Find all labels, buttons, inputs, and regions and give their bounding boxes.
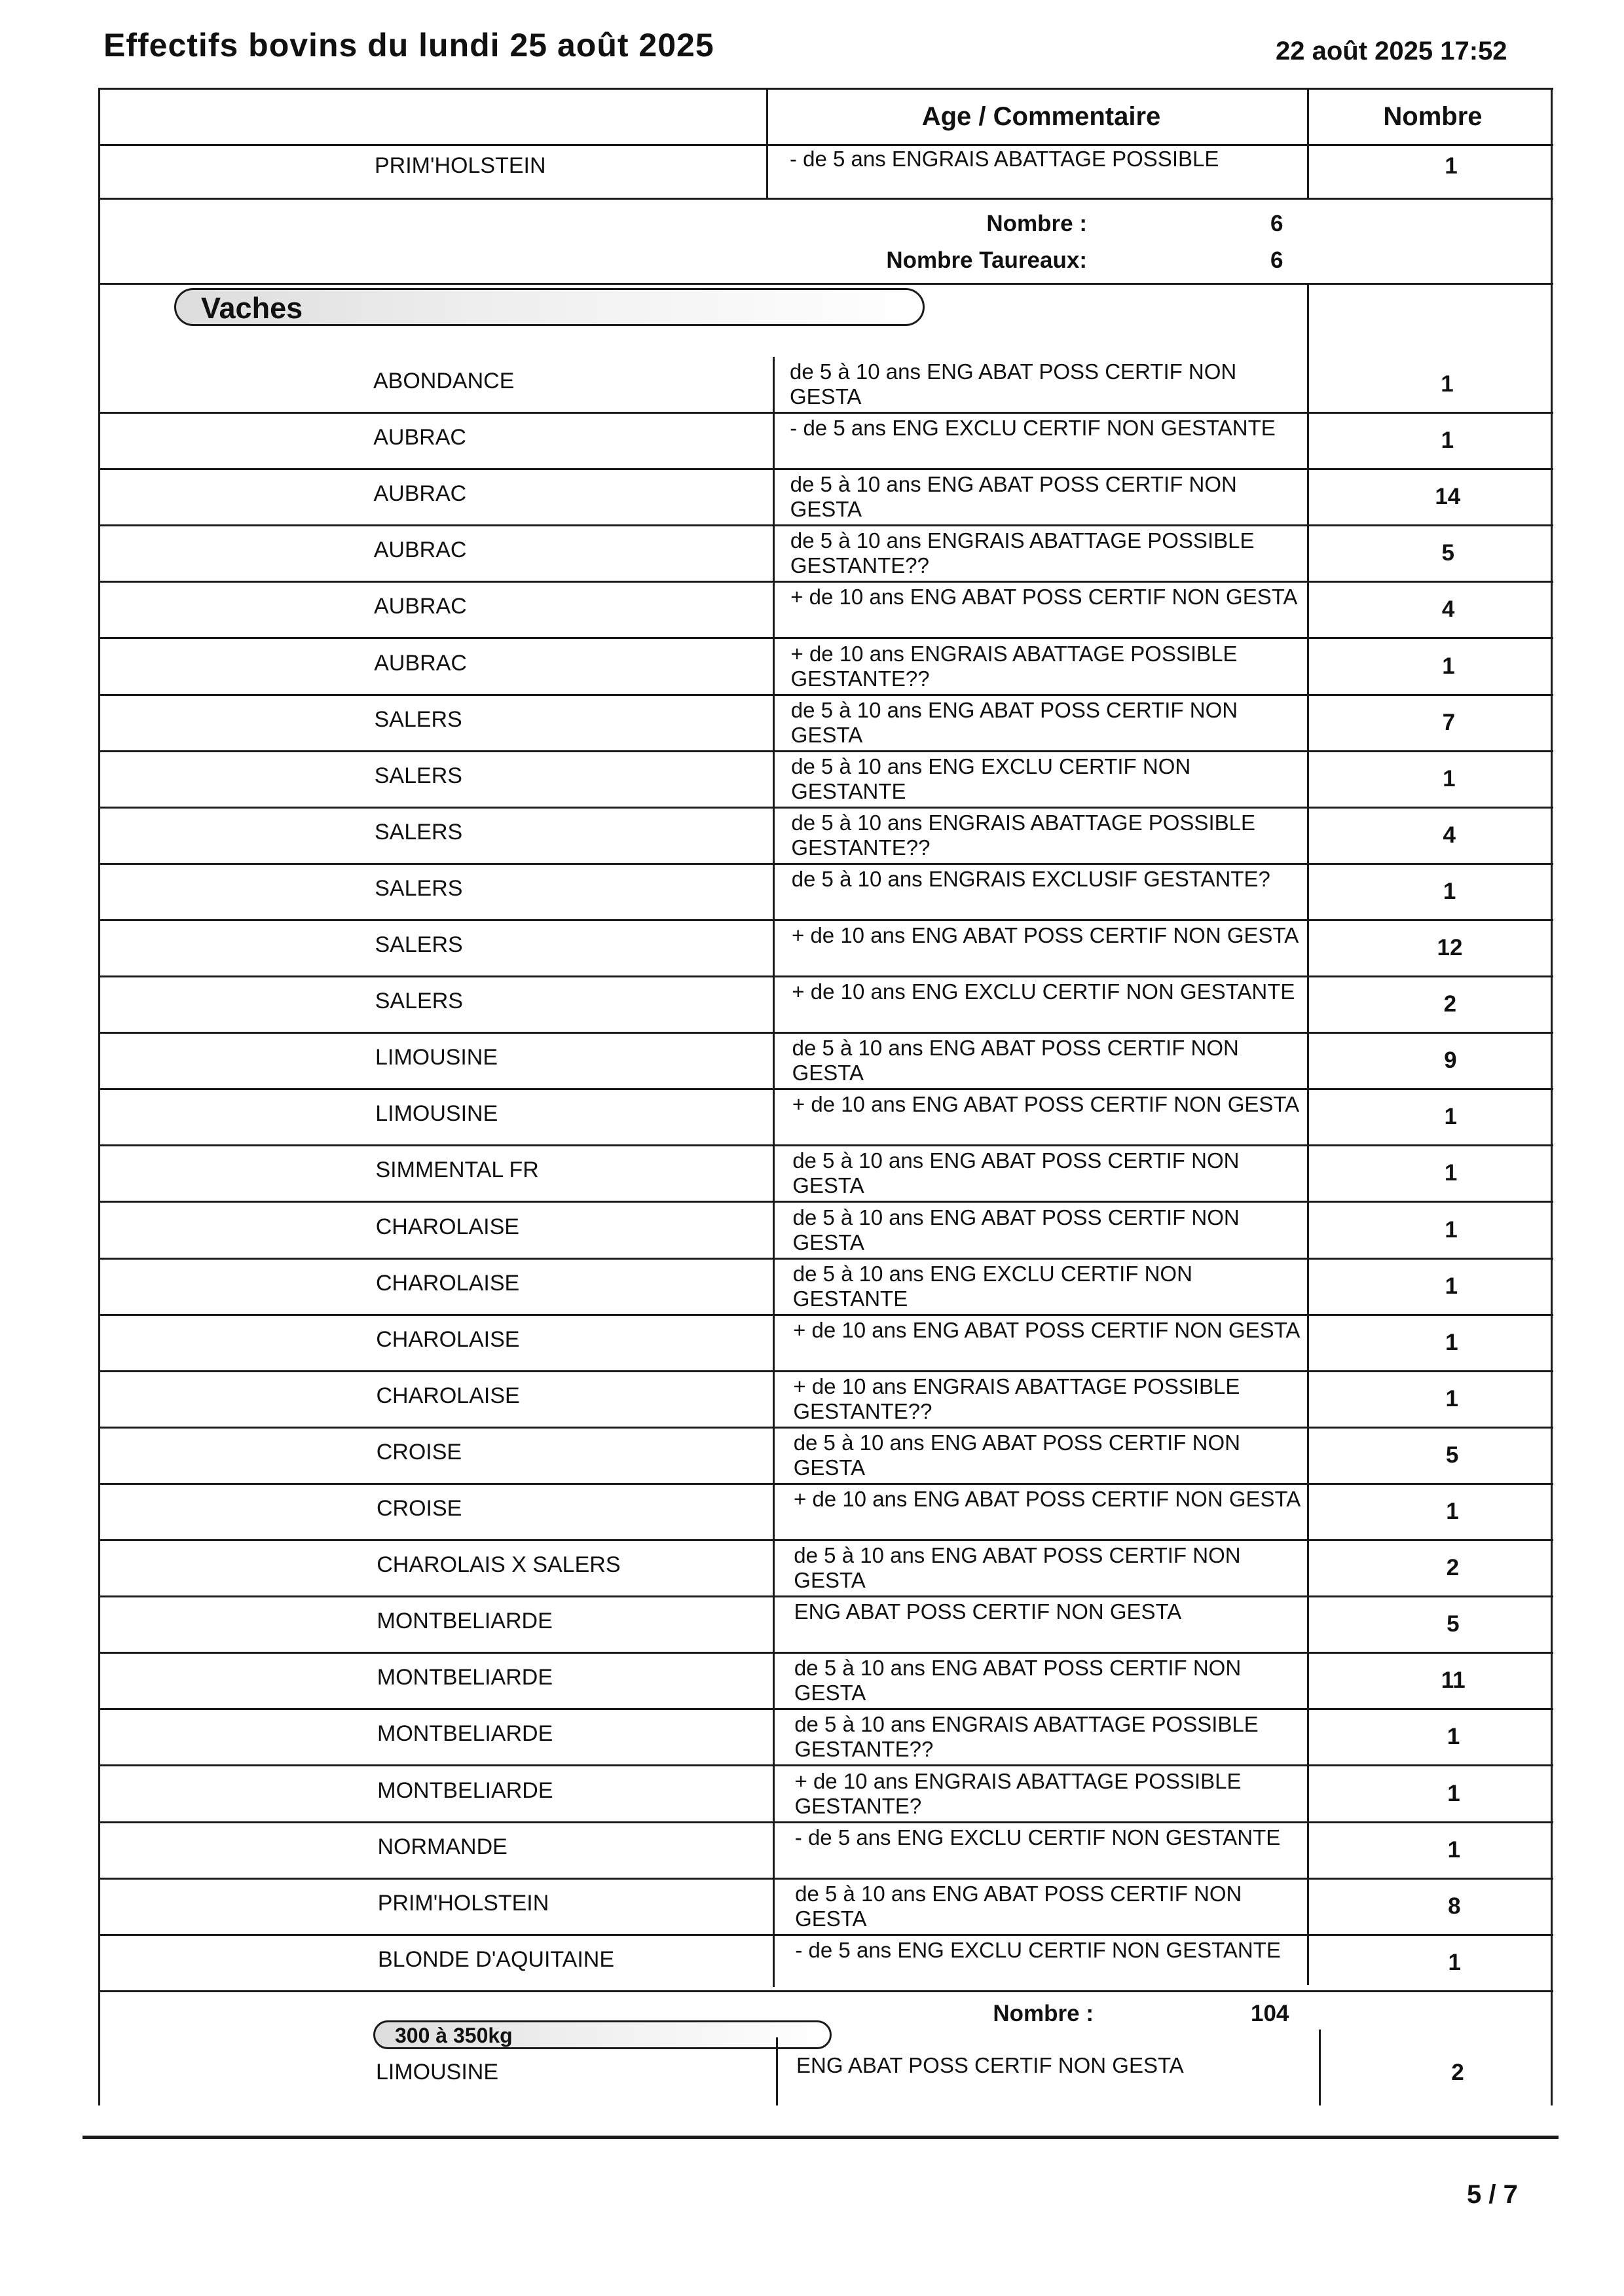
row-breed: NORMANDE — [377, 1834, 507, 1859]
row-breed: SALERS — [375, 875, 463, 901]
row-breed: SALERS — [375, 989, 463, 1014]
row-comment: + de 10 ans ENG ABAT POSS CERTIF NON GESTA — [793, 1317, 1301, 1342]
row-count: 1 — [1444, 1104, 1457, 1130]
row-comment: de 5 à 10 ans ENG ABAT POSS CERTIF NON GESTA — [790, 697, 1238, 747]
row-count: 5 — [1445, 1442, 1459, 1468]
row-count: 1 — [1441, 428, 1454, 454]
section-heading-cows-label: Vaches — [201, 291, 303, 325]
row-separator — [98, 524, 1553, 526]
column-divider-1b — [773, 357, 775, 1987]
row-separator — [98, 1314, 1553, 1316]
cows-count-value: 104 — [1251, 2001, 1289, 2026]
row-separator — [98, 1539, 1553, 1541]
row-separator — [98, 1764, 1553, 1766]
row-separator — [98, 1878, 1553, 1880]
row-breed: CHAROLAISE — [376, 1383, 520, 1408]
row-breed: PRIM'HOLSTEIN — [377, 1890, 549, 1916]
row-breed: AUBRAC — [373, 481, 467, 507]
row-separator — [98, 581, 1553, 583]
row-count: 1 — [1443, 765, 1456, 792]
row-comment: de 5 à 10 ans ENG ABAT POSS CERTIF NON GESTA — [794, 1543, 1241, 1593]
table-top-border — [98, 88, 1553, 90]
row-comment: de 5 à 10 ans ENGRAIS ABATTAGE POSSIBLE GESTANTE?? — [794, 1712, 1259, 1762]
row-breed: CHAROLAIS X SALERS — [377, 1552, 621, 1578]
row-count: 1 — [1441, 371, 1454, 397]
row-comment: de 5 à 10 ans ENGRAIS ABATTAGE POSSIBLE GESTANTE?? — [791, 810, 1255, 860]
row-comment: + de 10 ans ENGRAIS ABATTAGE POSSIBLE GESTANTE? — [794, 1768, 1242, 1818]
row-count: 12 — [1437, 935, 1463, 960]
first-row-bottom — [98, 198, 1553, 200]
row-count: 1 — [1448, 1949, 1461, 1975]
summary-count-value: 6 — [1270, 211, 1283, 236]
column-divider-2b — [1307, 283, 1309, 1985]
last-row-count: 2 — [1451, 2060, 1464, 2085]
row-separator — [98, 468, 1553, 470]
row-comment: de 5 à 10 ans ENG EXCLU CERTIF NON GESTANTE — [791, 754, 1191, 803]
row-breed: MONTBELIARDE — [377, 1609, 553, 1634]
summary-bulls-value: 6 — [1270, 247, 1283, 273]
row-breed: SALERS — [375, 819, 463, 845]
row-breed: LIMOUSINE — [375, 1045, 498, 1070]
row-breed: SALERS — [374, 763, 462, 788]
first-row-breed: PRIM'HOLSTEIN — [375, 153, 546, 178]
row-count: 1 — [1445, 1385, 1458, 1412]
row-count: 9 — [1444, 1048, 1457, 1074]
row-comment: + de 10 ans ENG ABAT POSS CERTIF NON GESTA — [790, 585, 1298, 610]
row-comment: - de 5 ans ENG EXCLU CERTIF NON GESTANTE — [790, 416, 1276, 441]
row-breed: SALERS — [375, 932, 463, 957]
last-row-breed: LIMOUSINE — [376, 2060, 499, 2085]
row-breed: CROISE — [376, 1439, 462, 1465]
row-count: 14 — [1435, 484, 1461, 510]
row-count: 1 — [1445, 1273, 1458, 1299]
row-breed: SALERS — [374, 706, 462, 732]
row-count: 4 — [1443, 822, 1456, 848]
row-breed: LIMOUSINE — [375, 1101, 498, 1127]
summary-bulls-label: Nombre Taureaux: — [886, 247, 1087, 273]
row-separator — [98, 1088, 1553, 1090]
row-separator — [98, 1821, 1553, 1823]
row-separator — [98, 863, 1553, 865]
row-breed: AUBRAC — [374, 650, 467, 676]
row-separator — [98, 1990, 1553, 1992]
row-count: 7 — [1442, 709, 1456, 735]
row-count: 5 — [1447, 1611, 1460, 1637]
row-separator — [98, 975, 1553, 977]
row-comment: de 5 à 10 ans ENG ABAT POSS CERTIF NON GESTA — [792, 1036, 1239, 1085]
row-breed: AUBRAC — [373, 425, 466, 450]
row-count: 1 — [1445, 1329, 1458, 1355]
row-separator — [98, 637, 1553, 639]
last-row-comment: ENG ABAT POSS CERTIF NON GESTA — [796, 2053, 1184, 2077]
row-separator — [98, 1595, 1553, 1597]
row-comment: de 5 à 10 ans ENGRAIS ABATTAGE POSSIBLE GESTANTE?? — [790, 528, 1255, 578]
row-comment: de 5 à 10 ans ENG ABAT POSS CERTIF NON GESTA — [790, 359, 1237, 409]
row-separator — [98, 1427, 1553, 1429]
row-separator — [98, 1370, 1553, 1372]
row-count: 2 — [1443, 991, 1457, 1017]
row-comment: de 5 à 10 ans ENG ABAT POSS CERTIF NON GESTA — [792, 1148, 1240, 1198]
row-count: 1 — [1443, 878, 1456, 904]
first-row-count: 1 — [1445, 153, 1458, 179]
table-left-border — [98, 88, 100, 2105]
row-separator — [98, 750, 1553, 752]
section-heading-weight-label: 300 à 350kg — [395, 2024, 513, 2047]
table-header-bottom — [98, 144, 1553, 146]
cows-count-label: Nombre : — [993, 2001, 1094, 2026]
footer-rule — [83, 2136, 1559, 2139]
row-comment: + de 10 ans ENG ABAT POSS CERTIF NON GESTA — [792, 923, 1299, 947]
row-comment: de 5 à 10 ans ENGRAIS EXCLUSIF GESTANTE? — [791, 866, 1270, 891]
row-breed: CHAROLAISE — [376, 1326, 520, 1352]
section-heading-weight — [373, 2020, 832, 2049]
row-comment: de 5 à 10 ans ENG ABAT POSS CERTIF NON GESTA — [795, 1881, 1242, 1931]
row-breed: MONTBELIARDE — [377, 1777, 553, 1803]
row-comment: de 5 à 10 ans ENG EXCLU CERTIF NON GESTANTE — [792, 1261, 1192, 1311]
row-count: 5 — [1441, 540, 1454, 566]
column-divider-1a — [766, 88, 768, 199]
row-separator — [98, 807, 1553, 809]
row-breed: ABONDANCE — [373, 369, 515, 393]
row-comment: de 5 à 10 ans ENG ABAT POSS CERTIF NON GESTA — [790, 472, 1237, 522]
summary-count-label: Nombre : — [986, 211, 1087, 236]
table-right-border — [1551, 88, 1553, 2105]
row-count: 1 — [1447, 1780, 1460, 1806]
column-divider-2a — [1307, 88, 1309, 199]
row-breed: AUBRAC — [373, 538, 467, 563]
row-separator — [98, 1652, 1553, 1654]
row-comment: de 5 à 10 ans ENG ABAT POSS CERTIF NON GESTA — [794, 1656, 1242, 1705]
page-number: 5 / 7 — [1467, 2180, 1518, 2209]
row-comment: - de 5 ans ENG EXCLU CERTIF NON GESTANTE — [794, 1825, 1281, 1850]
row-count: 1 — [1444, 1160, 1458, 1186]
row-comment: de 5 à 10 ans ENG ABAT POSS CERTIF NON GESTA — [793, 1430, 1240, 1480]
row-count: 1 — [1446, 1499, 1459, 1524]
row-count: 2 — [1446, 1555, 1460, 1581]
row-comment: de 5 à 10 ans ENG ABAT POSS CERTIF NON GESTA — [792, 1205, 1240, 1254]
column-header-count: Nombre — [1383, 102, 1483, 131]
row-comment: + de 10 ans ENGRAIS ABATTAGE POSSIBLE GESTANTE?? — [793, 1374, 1240, 1423]
row-separator — [98, 919, 1553, 921]
row-breed: MONTBELIARDE — [377, 1721, 553, 1747]
row-separator — [98, 1258, 1553, 1260]
row-breed: SIMMENTAL FR — [375, 1157, 539, 1183]
row-comment: + de 10 ans ENGRAIS ABATTAGE POSSIBLE GESTANTE?? — [790, 641, 1238, 691]
print-date: 22 août 2025 17:52 — [1276, 37, 1507, 65]
row-separator — [98, 694, 1553, 696]
section-heading-cows — [174, 288, 925, 326]
row-separator — [98, 412, 1553, 414]
first-row-comment: - de 5 ans ENGRAIS ABATTAGE POSSIBLE — [790, 147, 1219, 171]
row-count: 1 — [1442, 653, 1455, 679]
row-comment: ENG ABAT POSS CERTIF NON GESTA — [794, 1599, 1182, 1624]
column-divider-2c — [1319, 2030, 1321, 2105]
row-breed: CHAROLAISE — [376, 1270, 520, 1296]
column-header-comment: Age / Commentaire — [921, 102, 1161, 131]
row-separator — [98, 1934, 1553, 1936]
row-count: 1 — [1447, 1836, 1461, 1863]
row-count: 1 — [1447, 1724, 1460, 1750]
row-separator — [98, 1708, 1553, 1710]
page-title: Effectifs bovins du lundi 25 août 2025 — [103, 27, 714, 64]
row-separator — [98, 1032, 1553, 1034]
column-divider-1c — [776, 2037, 778, 2105]
row-comment: + de 10 ans ENG EXCLU CERTIF NON GESTANTE — [792, 979, 1295, 1004]
row-count: 4 — [1441, 596, 1455, 623]
row-comment: - de 5 ans ENG EXCLU CERTIF NON GESTANTE — [795, 1937, 1281, 1962]
row-breed: AUBRAC — [374, 594, 467, 619]
row-breed: MONTBELIARDE — [377, 1665, 553, 1690]
row-count: 8 — [1448, 1893, 1461, 1919]
row-breed: BLONDE D'AQUITAINE — [378, 1946, 615, 1972]
row-separator — [98, 1201, 1553, 1203]
row-count: 1 — [1445, 1216, 1458, 1243]
row-separator — [98, 1144, 1553, 1146]
row-breed: CHAROLAISE — [375, 1214, 519, 1239]
row-separator — [98, 1483, 1553, 1485]
row-count: 11 — [1441, 1667, 1466, 1694]
row-comment: + de 10 ans ENG ABAT POSS CERTIF NON GESTA — [794, 1487, 1301, 1511]
row-breed: CROISE — [377, 1496, 462, 1521]
row-comment: + de 10 ans ENG ABAT POSS CERTIF NON GESTA — [792, 1092, 1300, 1117]
summary-bottom — [98, 283, 1553, 285]
